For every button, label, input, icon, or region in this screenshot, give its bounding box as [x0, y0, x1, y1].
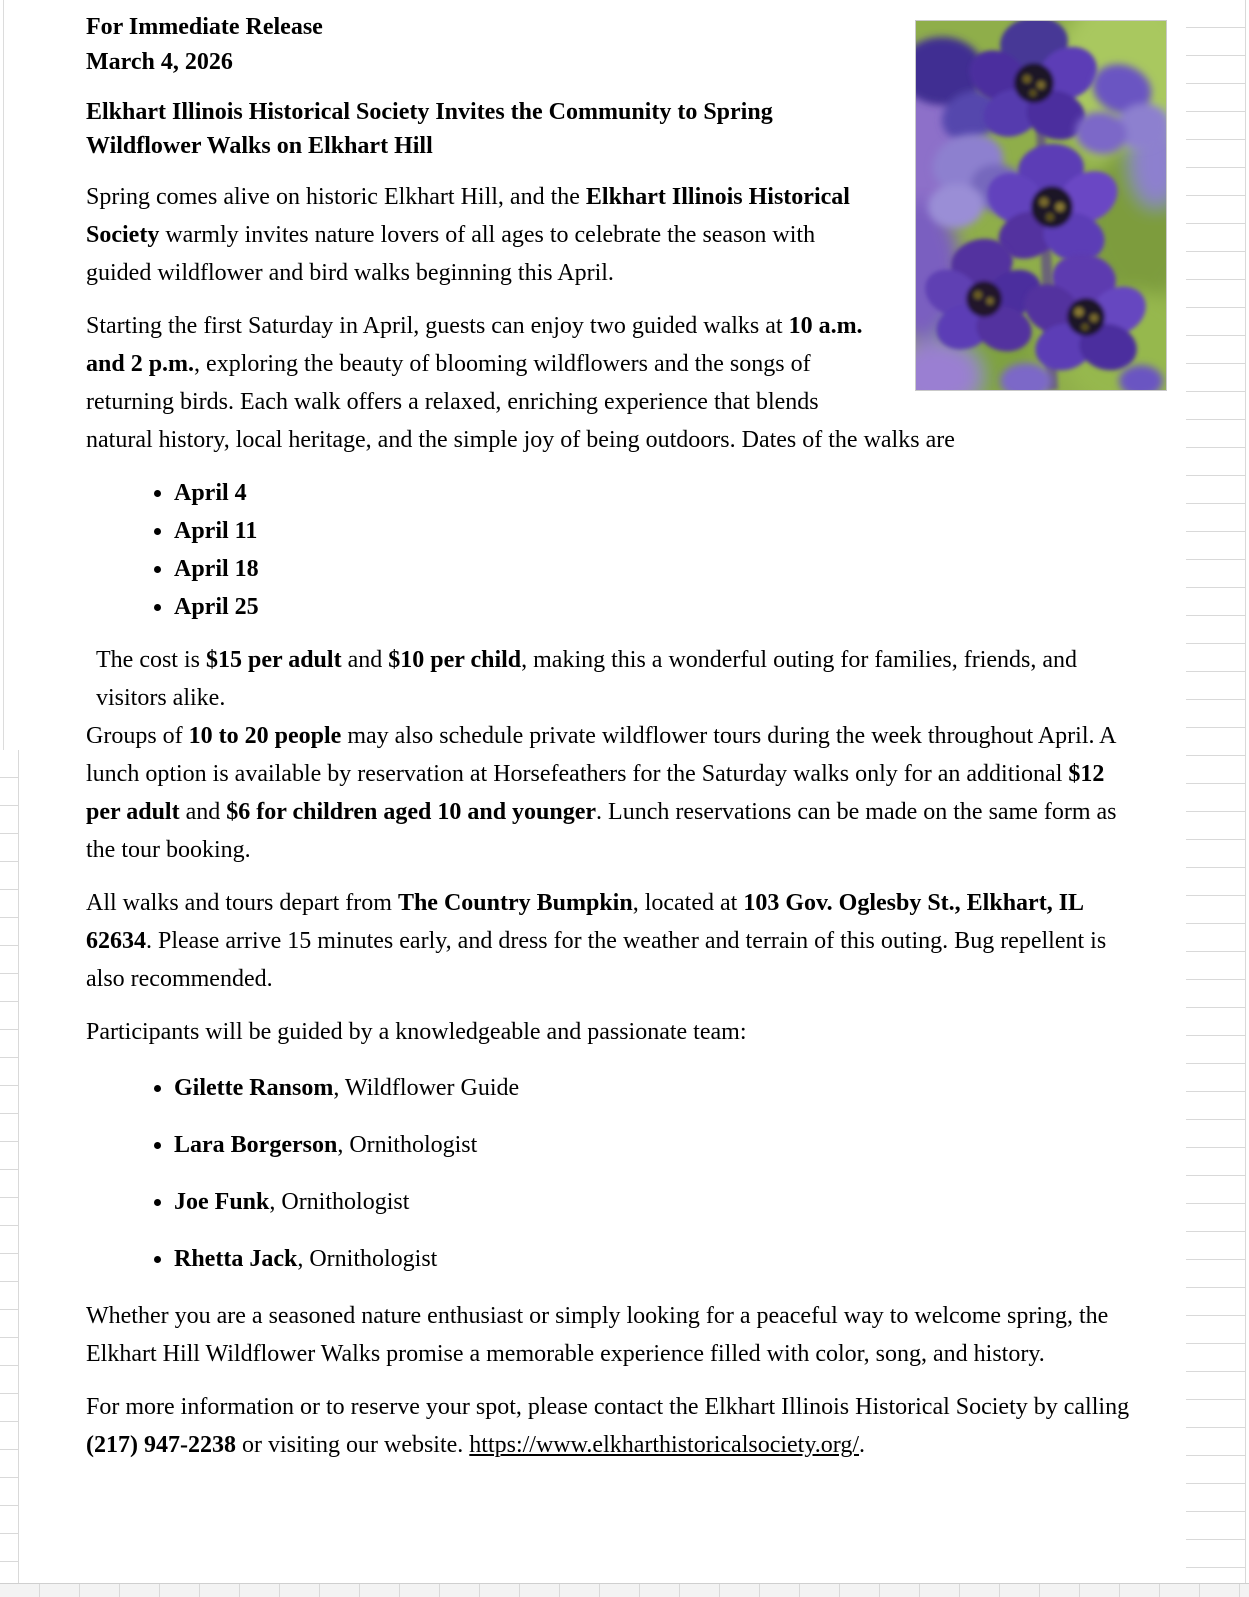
website-url[interactable]: https://www.elkharthistoricalsociety.org/: [469, 1432, 860, 1458]
text-segment: April 18: [174, 556, 259, 582]
walk-date-item: [174, 512, 1143, 550]
text-segment: Starting the first Saturday in April, guests can enjoy two guided walks at: [86, 313, 789, 339]
wildflower-photo-graphic: [916, 21, 1166, 390]
press-release-body: [86, 10, 1143, 1464]
walk-date-item: [174, 474, 1143, 512]
text-segment: and: [341, 647, 389, 673]
text-segment: , making this a wonderful outing for families, friends, and visitors alike.: [96, 647, 1078, 711]
text-segment: Gilette Ransom: [174, 1075, 334, 1101]
release-date: March 4, 2026: [86, 49, 233, 75]
text-segment: warmly invites nature lovers of all ages to celebrate the season with guided wildflower and bird walks beginning this April.: [86, 222, 816, 286]
wildflower-photo: [915, 20, 1167, 391]
text-segment: Groups of: [86, 723, 189, 749]
guide-item: [174, 1126, 1143, 1164]
text-segment: $15 per adult: [205, 647, 342, 673]
text-segment: , exploring the beauty of blooming wildflowers and the songs of returning birds. Each walk offers a relaxed, enriching experience that blends natural history, local heritage, and the simple joy of being outdoors. Dates of the walks are: [86, 351, 955, 453]
text-segment: The Country Bumpkin: [397, 890, 633, 916]
text-segment: April 4: [174, 480, 247, 506]
closing-paragraph: [86, 1297, 1143, 1373]
text-segment: .: [859, 1432, 866, 1458]
guide-item: [174, 1240, 1143, 1278]
text-segment: Lara Borgerson: [174, 1132, 338, 1158]
text-segment: $6 for children aged 10 and younger: [226, 799, 597, 825]
spreadsheet-edge-line: [1245, 0, 1246, 1583]
text-segment: Whether you are a seasoned nature enthusiast or simply looking for a peaceful way to welcome spring, the Elkhart Hill Wildflower Walks promise a memorable experience filled with color, song, and history.: [86, 1303, 1109, 1367]
contact-paragraph: [86, 1388, 1143, 1464]
text-segment: For more information or to reserve your spot, please contact the Elkhart Illinois Historical Society by calling: [86, 1394, 1130, 1420]
text-segment: 10 a.m. and 2 p.m.: [86, 313, 863, 377]
guide-item: [174, 1069, 1143, 1107]
walk-dates-list: [86, 474, 1143, 626]
text-segment: , Ornithologist: [297, 1246, 438, 1272]
text-segment: or visiting our website.: [235, 1432, 470, 1458]
page-edge-line: [3, 0, 4, 750]
walk-date-item: [174, 588, 1143, 626]
text-segment: Participants will be guided by a knowledgeable and passionate team:: [86, 1019, 747, 1045]
spreadsheet-gridlines-bottom: [0, 1583, 1249, 1597]
text-segment: April 11: [174, 518, 258, 544]
text-segment: , Wildflower Guide: [333, 1075, 520, 1101]
text-segment: Rhetta Jack: [174, 1246, 298, 1272]
text-segment: April 25: [174, 594, 259, 620]
spreadsheet-gridlines-left: [0, 750, 19, 1583]
release-line: For Immediate Release: [86, 14, 323, 40]
text-segment: (217) 947-2238: [86, 1432, 236, 1458]
press-release-title: Elkhart Illinois Historical Society Invites the Community to Spring Wildflower Walks on Elkhart Hill: [86, 99, 773, 159]
guide-item: [174, 1183, 1143, 1221]
text-segment: Spring comes alive on historic Elkhart Hill, and the: [86, 184, 586, 210]
text-segment: All walks and tours depart from: [86, 890, 398, 916]
text-segment: . Lunch reservations can be made on the same form as the tour booking.: [86, 799, 1117, 863]
text-segment: 10 to 20 people: [188, 723, 342, 749]
spreadsheet-gridlines-right: [1186, 0, 1245, 1583]
guides-list: [86, 1069, 1143, 1278]
cost-paragraph: [86, 641, 1143, 717]
guides-intro-paragraph: [86, 1013, 1143, 1051]
text-segment: . Please arrive 15 minutes early, and dress for the weather and terrain of this outing. Bug repellent is also recommended.: [86, 928, 1107, 992]
text-segment: Joe Funk: [174, 1189, 270, 1215]
text-segment: , located at: [632, 890, 744, 916]
text-segment: and: [179, 799, 227, 825]
text-segment: $10 per child: [388, 647, 522, 673]
text-segment: , Ornithologist: [269, 1189, 410, 1215]
text-segment: $12 per adult: [86, 761, 1105, 825]
text-segment: may also schedule private wildflower tours during the week throughout April. A lunch option is available by reservation at Horsefeathers for the Saturday walks only for an additional: [86, 723, 1116, 787]
text-segment: The cost is: [96, 647, 206, 673]
text-segment: Elkhart Illinois Historical Society: [86, 184, 850, 248]
group-tours-paragraph: [86, 717, 1143, 869]
text-segment: , Ornithologist: [337, 1132, 478, 1158]
text-segment: 103 Gov. Oglesby St., Elkhart, IL 62634: [86, 890, 1083, 954]
departure-paragraph: [86, 884, 1143, 998]
walk-date-item: [174, 550, 1143, 588]
